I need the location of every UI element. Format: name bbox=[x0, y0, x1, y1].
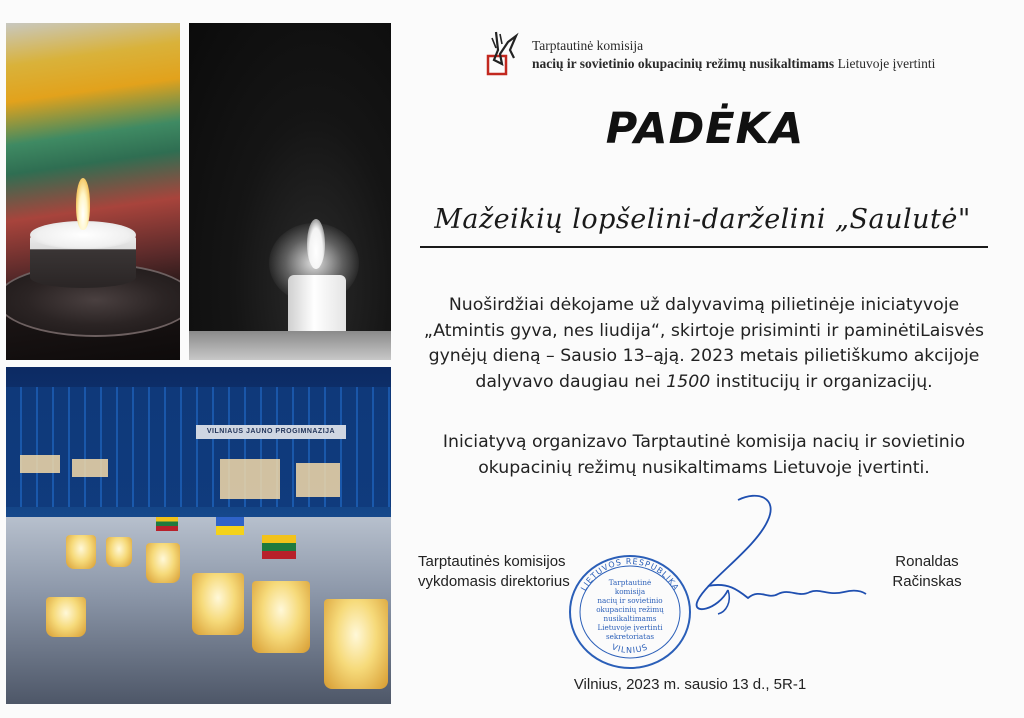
stamp-line: okupacinių režimų bbox=[596, 605, 664, 614]
lantern bbox=[252, 581, 310, 653]
lantern bbox=[46, 597, 86, 637]
signatory-first-name: Ronaldas bbox=[895, 553, 959, 570]
stamp-line: Tarptautinė bbox=[608, 578, 652, 587]
signatory-title-line2: vykdomasis direktorius bbox=[418, 573, 570, 590]
commission-name-line2 bbox=[532, 56, 935, 72]
candle-dark-photo bbox=[189, 23, 391, 360]
svg-text:VILNIUS bbox=[611, 642, 650, 655]
candle-body bbox=[288, 275, 346, 337]
candle-flame bbox=[76, 178, 90, 230]
recipient-underline bbox=[420, 246, 988, 248]
school-building-photo bbox=[6, 367, 391, 704]
signatory-name bbox=[872, 552, 982, 592]
stamp-ring-top: LIETUVOS RESPUBLIKA bbox=[579, 556, 681, 593]
stamp-line: Lietuvoje įvertinti bbox=[597, 623, 663, 632]
ukraine-flag bbox=[216, 517, 244, 535]
candle-flame bbox=[307, 219, 325, 269]
certificate-title: PADĖKA bbox=[605, 104, 805, 154]
candle-base bbox=[189, 331, 391, 360]
building-window bbox=[72, 459, 108, 477]
building-window bbox=[296, 463, 340, 497]
commission-logo-icon bbox=[486, 30, 520, 76]
lithuania-flag bbox=[156, 517, 178, 531]
lantern bbox=[146, 543, 180, 583]
institution-count: 1500 bbox=[666, 371, 711, 392]
lantern bbox=[66, 535, 96, 569]
lantern bbox=[106, 537, 132, 567]
commission-name-rest: Lietuvoje įvertinti bbox=[834, 56, 936, 71]
thanks-paragraph bbox=[420, 293, 988, 395]
candle-flag-photo bbox=[6, 23, 180, 360]
stamp-line: nacių ir sovietinio bbox=[597, 596, 663, 605]
stamp-line: nusikaltimams bbox=[603, 614, 657, 623]
commission-name-line1: Tarptautinė komisija bbox=[532, 38, 644, 53]
handwritten-signature bbox=[668, 490, 868, 630]
lantern bbox=[324, 599, 388, 689]
signatory-title-line1: Tarptautinės komisijos bbox=[418, 553, 566, 570]
recipient-name: Mažeikių lopšelini-darželini „Saulutė" bbox=[434, 204, 971, 235]
school-sign: VILNIAUS JAUNO PROGIMNAZIJA bbox=[196, 425, 346, 439]
commission-name-bold: nacių ir sovietinio okupacinių režimų nusikaltimams bbox=[532, 56, 835, 71]
building-entrance bbox=[220, 459, 280, 499]
stamp-line: sekretoriatas bbox=[605, 632, 655, 641]
lithuania-flag bbox=[262, 535, 296, 559]
stamp-line: komisija bbox=[614, 587, 646, 596]
signatory-last-name: Račinskas bbox=[892, 573, 962, 590]
thanks-text: Nuoširdžiai dėkojame už dalyvavimą pilietinėje iniciatyvoje „Atmintis gyva, nes liudija“, skirtoje prisiminti ir paminėtiLaisvės gynėjų dieną – Sausio 13–ąją. 2023 metais pilietiškumo akcijoje dalyvavo daugiau nei bbox=[423, 295, 985, 392]
building-window bbox=[20, 455, 60, 473]
thanks-text-end: institucijų ir organizacijų. bbox=[710, 371, 933, 392]
lantern bbox=[192, 573, 244, 635]
signatory-title bbox=[418, 552, 570, 592]
place-date-number: Vilnius, 2023 m. sausio 13 d., 5R-1 bbox=[573, 676, 807, 693]
organizer-paragraph: Iniciatyvą organizavo Tarptautinė komisija nacių ir sovietinio okupacinių režimų nusikaltimams Lietuvoje įvertinti. bbox=[442, 432, 966, 478]
stamp-ring-bottom: VILNIUS bbox=[610, 642, 650, 655]
